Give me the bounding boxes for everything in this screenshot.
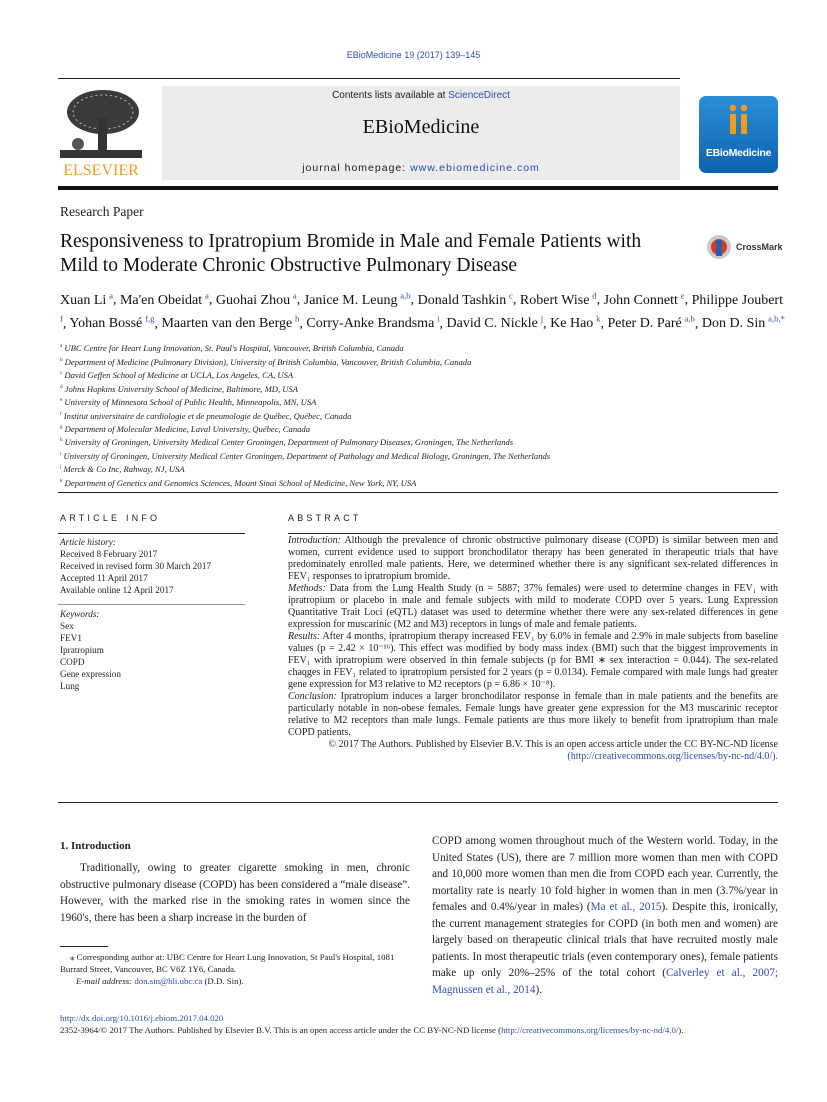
footnote-marker: ⁎ [70,952,75,962]
ebiomedicine-logo [699,96,778,173]
affiliation-key: i [60,450,62,457]
article-history [60,536,245,596]
abstract-section-text: Ipratropium induces a larger bronchodilator response in female than in male patients and the benefits are particularly notable in non-obese females. Female lungs have greater gene expression for the M3 muscarinic receptor relative to M2 receptors than male lungs. Female patients are thus more likely to benefit from ipratropium than male COPD patients. [288,691,778,738]
author-name: Robert Wise [519,292,590,308]
author [701,313,785,332]
crossmark-label: CrossMark [736,242,783,252]
author [306,313,440,332]
footer-license-text: 2352-3964/© 2017 The Authors. Published by Elsevier B.V. This is an open access article under the CC BY-NC-ND license ( [60,1025,502,1035]
affiliation-key: g [60,424,63,431]
divider [58,492,778,493]
affiliation-text: University of Groningen, University Medical Center Groningen, Department of Pulmonary Diseases, Groningen, The Netherlands [64,437,514,448]
homepage-line [162,162,680,174]
abstract-section [288,691,778,739]
author-name: Corry-Anke Brandsma [306,316,435,332]
elsevier-wordmark: ELSEVIER [63,162,139,179]
footnote [60,951,412,987]
abstract-body [288,535,778,763]
abstract-section-label: Results: [288,631,321,642]
abstract-section-text: Although the prevalence of chronic obstructive pulmonary disease (COPD) is similar between men and women, current evidence used to support bronchodilator therapy has been generated in therapeutic trials that have predominately enrolled male patients. Here, we determined whether there is any significant sex-related differences in FEV₁ responses to ipratropium bromide. [288,535,778,582]
author-affiliation-link[interactable]: a,b,* [768,313,785,324]
affiliation-key: a [60,343,63,350]
author-affiliation-link[interactable]: a [109,290,113,300]
abstract-section [288,583,778,631]
affiliation-text: Department of Molecular Medicine, Laval University, Québec, Canada [64,423,311,434]
author-affiliation-link[interactable]: a,b [684,313,695,324]
author-name: Philippe Joubert [691,292,783,308]
author-name: Donald Tashkin [417,292,507,308]
affiliation [60,476,790,489]
history-item: Available online 12 April 2017 [60,585,174,595]
abstract-heading: ABSTRACT [288,513,362,523]
author-affiliation-link[interactable]: a [204,290,209,300]
author-name: John Connett [603,292,678,308]
history-item: Received 8 February 2017 [60,549,158,559]
email-label: E-mail address: [76,976,133,986]
affiliation [60,449,790,462]
article-title: Responsiveness to Ipratropium Bromide in Male and Female Patients with Mild to Moderate Chronic Obstructive Pulmonary Disease [60,231,642,276]
author-name: David C. Nickle [446,316,538,332]
journal-reference-link[interactable]: EBioMedicine 19 (2017) 139–145 [346,50,481,60]
keyword: Sex [60,621,74,631]
author [446,313,544,332]
keywords-label: Keywords: [60,609,100,619]
affiliation-key: d [60,383,63,390]
ebiomedicine-logo-text: EBioMedicine [705,147,772,159]
author-list: Xuan Li $^a$, Ma'en Obeidat $^a$, Guohai Zhou $^a$, Janice M. Leung $^{a,b}$, Donald Tashkin $^c$, Robert Wise $^d$, John Connett $^e$, Philippe Joubert $^f$, Yohan Bossé $^{f,g}$, Maarten van den Berge $^h$, Corry-Anke Brandsma $^i$, David C. Nickle $^j$, Ke Hao $^k$, Peter D. Paré $^{a,b}$, Don D. Sin $^{a,b,*}$ [60,290,785,332]
abstract-section [288,631,778,691]
author-affiliation-link[interactable]: e [680,290,685,300]
affiliation-text: UBC Centre for Heart Lung Innovation, St. Paul's Hospital, Vancouver, British Columbia, Canada [64,343,404,354]
affiliation-key: e [60,397,63,404]
affiliation [60,395,790,408]
article-type: Research Paper [60,204,144,219]
author [215,290,297,308]
affiliation-text: Department of Genetics and Genomics Sciences, Mount Sinai School of Medicine, New York, NY, USA [64,477,417,488]
section-heading-introduction: 1. Introduction [60,840,131,852]
journal-name: EBioMedicine [362,116,480,138]
author [550,313,601,332]
homepage-link[interactable]: www.ebiomedicine.com [410,162,540,174]
affiliation-text: Institut universitaire de cardiologie et de pneumologie de Québec, Québec, Canada [63,410,352,421]
license-text: © 2017 The Authors. Published by Elsevier B.V. This is an open access article under the CC BY-NC-ND license [328,739,778,750]
history-label: Article history: [60,537,116,547]
contents-prefix: Contents lists available at [332,90,449,101]
page-footer [60,1012,683,1036]
affiliation [60,435,790,448]
author-affiliation-link[interactable]: a,b [400,290,411,300]
affiliation [60,382,790,395]
keyword: Lung [60,681,80,691]
ebiomedicine-figure-icon [699,96,778,146]
abstract-section-text: Data from the Lung Health Study (n = 5887; 37% females) were used to determine changes in FEV₁ with ipratropium or placebo in male and female subjects with mild to moderate COPD over 5 years. Lung Expression Quantitative Trait Loci (eQTL) dataset was used to determine whether there were any sex-related differences in gene expression for muscarinic (M2 and M3) receptors in lungs of male and female patients. [288,583,778,630]
author [607,313,695,332]
affiliation-key: c [60,370,63,377]
affiliation-text: Johns Hopkins University School of Medicine, Baltimore, MD, USA [64,383,299,394]
authors-and-affiliations [60,286,790,489]
intro-paragraph-left: Traditionally, owing to greater cigarette smoking in men, chronic obstructive pulmonary disease (COPD) has been considered a “male disease”. However, with the marked rise in the smoking rates in women since the 1960's, there has been a sharp increase in the burden of [60,862,410,924]
sciencedirect-link[interactable]: ScienceDirect [448,90,510,101]
footer-license-link[interactable]: http://creativecommons.org/licenses/by-nc-nd/4.0/ [501,1025,679,1035]
author-name: Peter D. Paré [607,316,682,332]
author-affiliation-link[interactable]: d [592,290,597,300]
author [69,313,155,332]
citation-link[interactable]: Calverley et al., 2007; Magnussen et al., 2014 [432,967,778,996]
affiliation-key: k [60,477,63,484]
history-item: Received in revised form 30 March 2017 [60,561,212,571]
author [603,290,685,308]
author [60,290,113,308]
abstract-section-label: Conclusion: [288,691,337,702]
journal-reference[interactable] [0,50,827,60]
divider [58,533,245,534]
contents-line [162,90,680,101]
citation-link[interactable]: Ma et al., 2015 [590,901,662,913]
email-suffix: (D.D. Sin). [202,976,244,986]
author [161,313,300,332]
corresponding-author: Corresponding author at: UBC Centre for Heart Lung Innovation, St Paul's Hospital, 1081 Burrard Street, Vancouver, BC V6Z 1Y6, Canada. [60,952,395,974]
elsevier-logo [58,88,144,180]
abstract-section-label: Introduction: [288,535,341,546]
author [119,290,209,308]
author-affiliation-link[interactable]: i [437,313,440,324]
affiliation [60,355,790,368]
author-affiliation-link[interactable]: f [60,313,63,324]
affiliation-text: University of Groningen, University Medical Center Groningen, Department of Pathology and Medical Biology, Groningen, The Netherlands [63,450,551,461]
intro-text: ). Despite this, ironically, the current management strategies for COPD (in both men and women) are largely based on therapeutic clinical trials that have recruited mostly male patients. In most therapeutic trials (even contemporary ones), female patients make up only 20%–25% of the total cohort ( [432,901,778,979]
author-affiliation-link[interactable]: f,g [145,313,155,324]
article-info-heading: ARTICLE INFO [60,513,161,523]
keyword: Gene expression [60,669,121,679]
affiliation-key: b [60,356,63,363]
author [417,290,513,308]
author-name: Don D. Sin [701,316,766,332]
masthead [162,86,680,180]
keywords [60,608,245,692]
abstract-section [288,535,778,583]
keyword: Ipratropium [60,645,104,655]
divider [288,533,778,534]
footer-license-suffix: ). [678,1025,684,1035]
author-name: Yohan Bossé [69,316,143,332]
affiliation-key: j [60,464,62,471]
keyword: FEV1 [60,633,82,643]
affiliation [60,368,790,381]
author-affiliation-link[interactable]: j [540,313,544,324]
author-name: Xuan Li [60,292,107,308]
affiliation-text: University of Minnesota School of Public Health, Minneapolis, MN, USA [64,396,317,407]
author-affiliation-link[interactable]: h [295,313,300,324]
divider [58,802,778,803]
author-affiliation-link[interactable]: c [509,290,513,300]
email-link[interactable]: don.sin@hli.ubc.ca [134,976,203,986]
affiliation [60,462,790,475]
footnote-rule [60,946,108,947]
author-affiliation-link[interactable]: k [596,313,601,324]
affiliation-text: Merck & Co Inc, Rahway, NJ, USA [63,464,185,475]
author [519,290,597,308]
affiliation-text: Department of Medicine (Pulmonary Division), University of British Columbia, Vancouver, British Columbia, Canada [64,356,472,367]
crossmark-button[interactable] [706,234,783,260]
intro-text: COPD among women throughout much of the Western world. Today, in the United States (US), there are 7 million more women than men with COPD and 10,000 more women than men die from COPD each year. Currently, the mortality rate is nearly 10 fold higher in women than in men (3.7%/year in females and 0.4%/year in males) ( [432,835,778,913]
intro-paragraph-right [432,833,778,998]
homepage-prefix: journal homepage: [302,162,411,174]
author-name: Janice M. Leung [303,292,398,308]
author-affiliation-link[interactable]: a [292,290,297,300]
affiliation [60,422,790,435]
keyword: COPD [60,657,85,667]
affiliation [60,341,790,354]
intro-text: ). [535,983,542,996]
divider [58,78,680,79]
affiliation [60,409,790,422]
affiliation-key: f [60,410,62,417]
author [303,290,411,308]
affiliation-text: David Geffen School of Medicine at UCLA, Los Angeles, CA, USA [64,370,294,381]
license-link[interactable]: (http://creativecommons.org/licenses/by-nc-nd/4.0/). [567,751,778,762]
affiliation-list [60,341,790,489]
abstract-section-text: After 4 months, ipratropium therapy increased FEV₁ by 6.0% in female and 2.9% in male subjects from baseline values (p = 2.42 × 10⁻¹⁶). This effect was modified by body mass index (BMI) such that the biggest improvements in FEV₁ with ipratropium were observed in thin female subjects (p for BMI ∗ sex interaction = 0.044). The sex-related chaqges in FEV₁ related to ipratropium persisted for 2 years (p = 0.0134). Female compared with male lungs had greater gene expression for M3 relative to M2 receptors (p = 6.86 × 10⁻⁸). [288,631,778,690]
crossmark-icon [706,234,732,260]
doi-link[interactable]: http://dx.doi.org/10.1016/j.ebiom.2017.04.020 [60,1013,224,1023]
divider [58,604,245,605]
affiliation-key: h [60,437,63,444]
abstract-license [288,739,778,763]
author-name: Guohai Zhou [215,292,291,308]
elsevier-tree-icon [58,88,144,160]
author-name: Ke Hao [550,316,594,332]
masthead-rule [58,186,778,190]
author-name: Ma'en Obeidat [119,292,203,308]
history-item: Accepted 11 April 2017 [60,573,148,583]
abstract-section-label: Methods: [288,583,326,594]
author-name: Maarten van den Berge [161,316,293,332]
